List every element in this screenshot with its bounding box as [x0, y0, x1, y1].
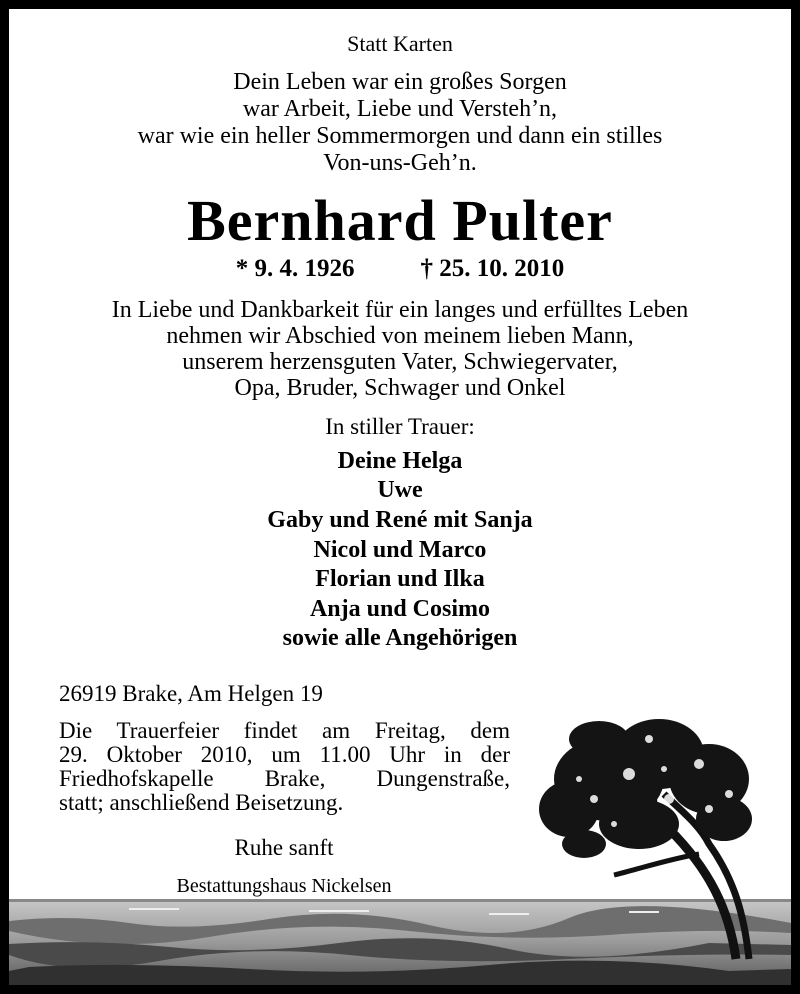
deceased-name: Bernhard Pulter — [187, 188, 613, 253]
service-line-2: 29. Oktober 2010, um 11.00 Uhr in der — [59, 742, 510, 767]
poem-line-2: war Arbeit, Liebe und Versteh’n, — [242, 96, 558, 122]
closing-ruhe-sanft: Ruhe sanft — [234, 835, 334, 860]
mourner-6: Anja und Cosimo — [309, 596, 491, 622]
poem-line-1: Dein Leben war ein großes Sorgen — [233, 69, 567, 95]
mourner-1: Deine Helga — [337, 448, 463, 474]
message-line-3: unserem herzensguten Vater, Schwiegervater, — [182, 349, 618, 375]
message-line-2: nehmen wir Abschied von meinem lieben Mann, — [166, 323, 634, 349]
service-line-3: Friedhofskapelle Brake, Dungenstraße, — [59, 766, 510, 791]
kicker-statt-karten: Statt Karten — [347, 31, 453, 56]
poem-line-3: war wie ein heller Sommermorgen und dann ein stilles — [137, 123, 663, 149]
message-line-4: Opa, Bruder, Schwager und Onkel — [234, 375, 566, 401]
address: 26919 Brake, Am Helgen 19 — [59, 681, 323, 706]
message-line-1: In Liebe und Dankbarkeit für ein langes und erfülltes Leben — [111, 297, 689, 323]
mourner-3: Gaby und René mit Sanja — [267, 507, 533, 533]
death-date: † 25. 10. 2010 — [420, 255, 565, 282]
poem-line-4: Von-uns-Geh’n. — [323, 150, 477, 176]
mourner-5: Florian und Ilka — [315, 566, 485, 592]
service-line-1: Die Trauerfeier findet am Freitag, dem — [59, 718, 510, 743]
birth-date: * 9. 4. 1926 — [235, 255, 355, 282]
mourner-2: Uwe — [377, 477, 423, 503]
undertaker: Bestattungshaus Nickelsen — [176, 875, 392, 897]
mourner-4: Nicol und Marco — [313, 537, 487, 563]
mourner-7: sowie alle Angehörigen — [282, 625, 518, 651]
mourning-intro: In stiller Trauer: — [325, 414, 475, 439]
tree-landscape-image — [9, 9, 791, 985]
service-line-4: statt; anschließend Beisetzung. — [59, 790, 344, 815]
